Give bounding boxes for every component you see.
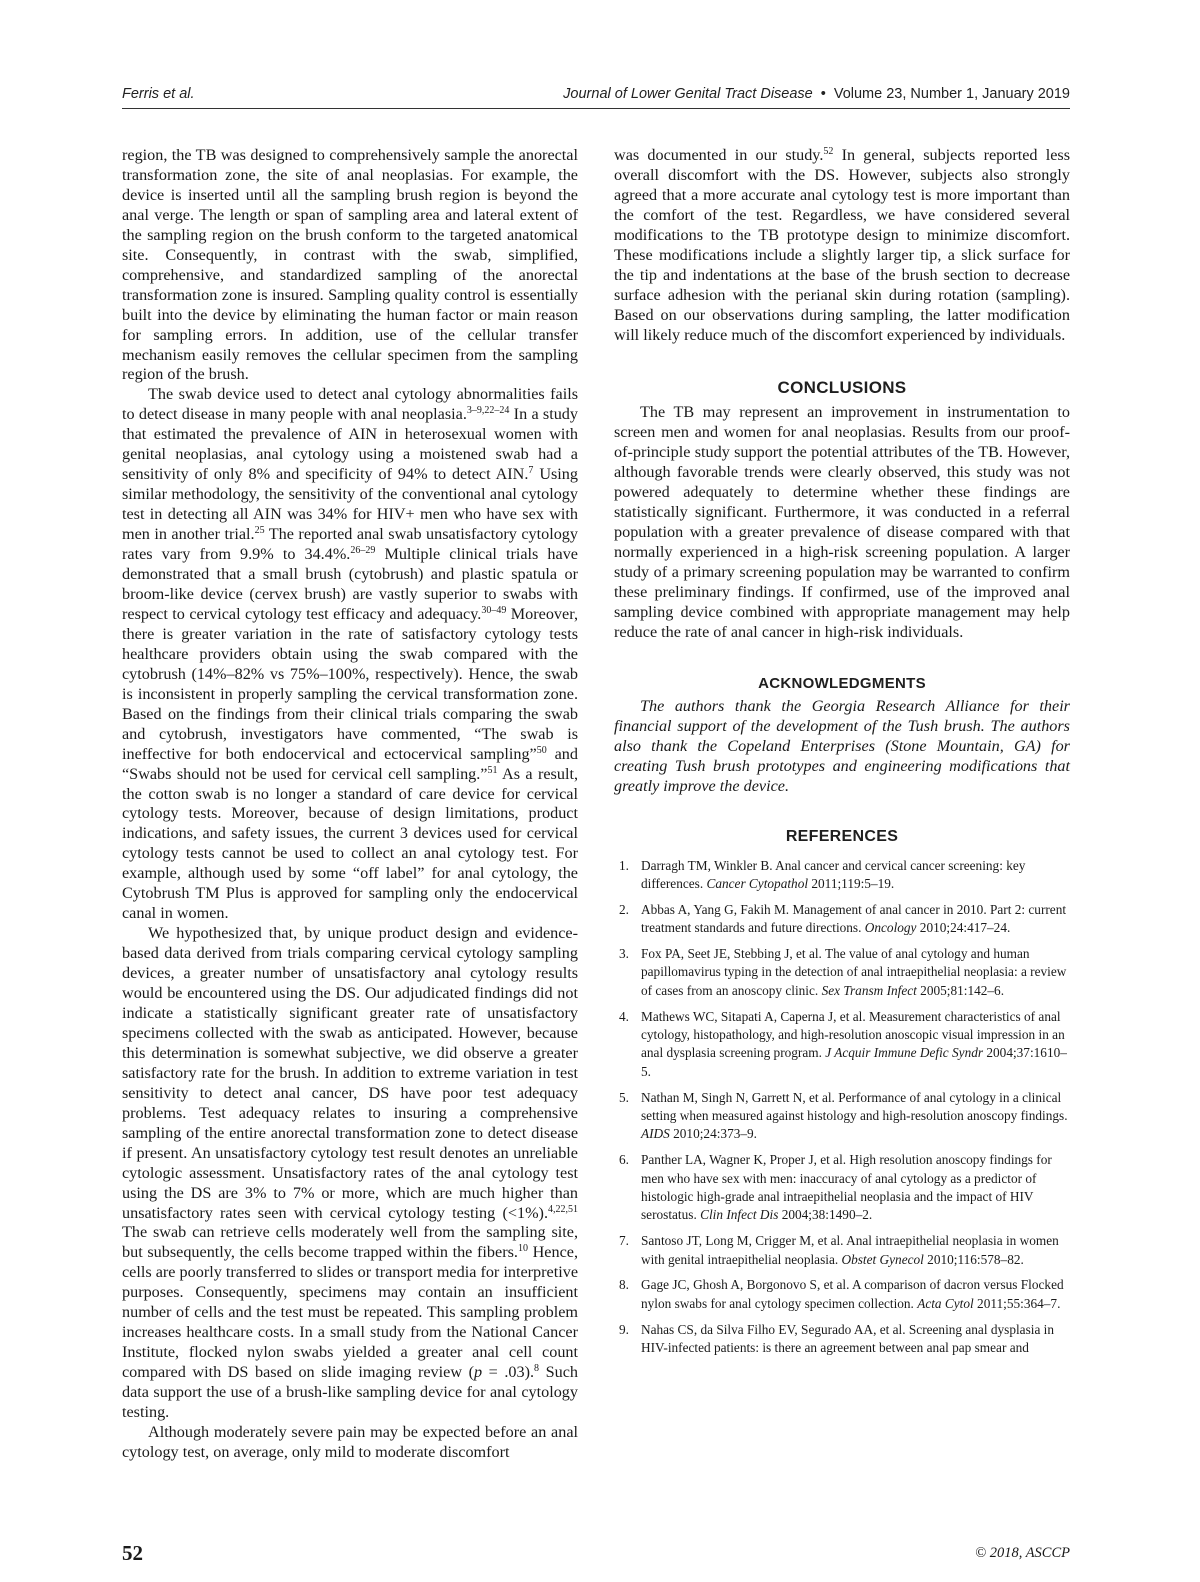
paragraph: Although moderately severe pain may be expected before an anal cytology test, on average, only mild to moderate discomfort: [122, 1423, 578, 1461]
citation: 10: [517, 1243, 528, 1255]
citation: 51: [487, 764, 498, 776]
citation: 3–9,22–24: [466, 405, 510, 417]
reference-item: 9. Nahas CS, da Silva Filho EV, Segurado AA, et al. Screening anal dysplasia in HIV-infected patients: is there an agreement between anal pap smear and: [619, 1321, 1055, 1356]
running-header: [122, 86, 1070, 108]
paragraph: We hypothesized that, by unique product design and evidence-based data derived from trials comparing cervical cytology sampling devices, a greater number of unsatisfactory anal cytology results would be encountered using the DS. Our adjudicated findings did not indicate a statistically significant greater rate of unsatisfactory specimens collected with the swab as anticipated. However, because this determination is somewhat subjective, we did observe a greater satisfactory rate for the brush. In addition to extreme variation in test sensitivity to detect anal cancer, DS have poor test adequacy problems. Test adequacy relates to insuring a comprehensive sampling of the entire anorectal transformation zone to detect disease if present. An unsatisfactory cytology test result denotes an unreliable cytologic assessment. Unsatisfactory rates of the anal cytology test using the DS are 3% to 7% or more, which are much higher than unsatisfactory rates seen with cervical cytology testing (<1%).$^{4,22,51}$ The swab can retrieve cells moderately well from the sampling site, but subsequently, the cells become trapped within the fibers.$^{10}$ Hence, cells are poorly transferred to slides or transport media for interpretive purposes. Consequently, specimens may contain an insufficient number of cells and the test must be repeated. This sampling problem increases healthcare costs. In a small study from the National Cancer Institute, flocked nylon swabs yielded a greater anal cell count compared with DS based on slide imaging review (p = .03).$^8$ Such data support the use of a brush-like sampling device for anal cytology testing.: [122, 924, 578, 1422]
citation: 26–29: [350, 545, 376, 557]
paragraph: was documented in our study.$^{52}$ In general, subjects reported less overall discomfort with the DS. However, subjects also strongly agreed that a more accurate anal cytology test is more important than the comfort of the test. Regardless, we have considered several modifications to the TB prototype design to minimize discomfort. These modifications include a slightly larger tip, a slick surface for the tip and indentations at the base of the brush section to decrease surface adhesion with the perianal skin during rotation (sampling). Based on our observations during sampling, the latter modification will likely reduce much of the discomfort experienced by individuals.: [614, 146, 1070, 344]
reference-item: 4. Mathews WC, Sitapati A, Caperna J, et al. Measurement characteristics of anal cytology, histopathology, and high-resolution anoscopic visual impression in an anal dysplasia screening program. J Acquir Immune Defic Syndr 2004;37:1610–5.: [619, 1008, 1067, 1079]
header-separator: •: [820, 86, 826, 102]
conclusions-paragraph: The TB may represent an improvement in instrumentation to screen men and women for anal neoplasias. Results from our proof-of-principle study support the potential attributes of the TB. However, although favorable trends were clearly observed, this study was not powered adequately to determine whether these findings are statistically significant. Furthermore, it was conducted in a referral population with a greater prevalence of disease compared with that normally experienced in a high-risk screening population. A larger study of a primary screening population may be warranted to confirm these preliminary findings. If confirmed, use of the improved anal sampling device combined with appropriate management may help reduce the rate of anal cancer in high-risk individuals.: [614, 403, 1070, 641]
reference-item: 8. Gage JC, Ghosh A, Borgonovo S, et al. A comparison of dacron versus Flocked nylon swabs for anal cytology specimen collection. Acta Cytol 2011;55:364–7.: [619, 1277, 1064, 1311]
citation: 50: [536, 744, 547, 756]
running-header-authors: Ferris et al.: [122, 86, 195, 102]
citation: 4,22,51: [548, 1203, 578, 1215]
right-column: [614, 146, 1070, 1365]
journal-name: Journal of Lower Genital Tract Disease: [563, 86, 813, 102]
reference-item: 3. Fox PA, Seet JE, Stebbing J, et al. The value of anal cytology and human papillomavirus typing in the detection of anal intraepithelial neoplasia: a review of cases from an anoscopy clinic. Sex Transm Infect 2005;81:142–6.: [619, 946, 1067, 998]
paragraph: region, the TB was designed to comprehensively sample the anorectal transformation zone, the site of anal neoplasias. For example, the device is inserted until all the sampling brush region is beyond the anal verge. The length or span of sampling area and lateral extent of the sampling region on the brush conform to the targeted anatomical site. Consequently, in contrast with the swab, simplified, comprehensive, and standardized sampling of the anorectal transformation zone is insured. Sampling quality control is essentially built into the device by eliminating the human factor or main reason for sampling errors. In addition, use of the cellular transfer mechanism easily removes the cellular specimen from the sampling region of the brush.: [122, 146, 578, 384]
paragraph: The swab device used to detect anal cytology abnormalities fails to detect disease in many people with anal neoplasia.$^{3-9,22-24}$ In a study that estimated the prevalence of AIN in heterosexual women with genital neoplasias, anal cytology using a moistened swab had a sensitivity of only 8% and specificity of 94% to detect AIN.$^7$ Using similar methodology, the sensitivity of the conventional anal cytology test in detecting all AIN was 34% for HIV+ men who have sex with men in another trial.$^{25}$ The reported anal swab unsatisfactory cytology rates vary from 9.9% to 34.4%.$^{26-29}$ Multiple clinical trials have demonstrated that a small brush (cytobrush) and plastic spatula or broom-like device (cervex brush) are vastly superior to swabs with respect to cervical cytology test efficacy and adequacy.$^{30-49}$ Moreover, there is greater variation in the rate of satisfactory cytology tests healthcare providers obtain using the swab compared with the cytobrush (14%–82% vs 75%–100%, respectively). Hence, the swab is inconsistent in properly sampling the cervical transformation zone. Based on the findings from their clinical trials comparing the swab and cytobrush, investigators have commented, “The swab is ineffective for both endocervical and ectocervical sampling”$^{50}$ and “Swabs should not be used for cervical cell sampling.”$^{51}$ As a result, the cotton swab is no longer a standard of care device for cervical cytology tests. Moreover, because of design limitations, product indications, and safety issues, the current 3 devices used for cervical cytology tests cannot be used to collect an anal cytology test. For example, although used by some “off label” for anal cytology, the Cytobrush TM Plus is approved for sampling only the endocervical canal in women.: [122, 385, 578, 923]
reference-item: 6. Panther LA, Wagner K, Proper J, et al. High resolution anoscopy findings for men who have sex with men: inaccuracy of anal cytology as a predictor of histologic high-grade anal intraepithelial neoplasia and the impact of HIV serostatus. Clin Infect Dis 2004;38:1490–2.: [619, 1152, 1052, 1223]
page-number: 52: [122, 1541, 143, 1565]
citation: 30–49: [481, 604, 507, 616]
citation: 8: [534, 1363, 540, 1375]
reference-item: 7. Santoso JT, Long M, Crigger M, et al. Anal intraepithelial neoplasia in women with genital intraepithelial neoplasia. Obstet Gynecol 2010;116:578–82.: [619, 1233, 1059, 1267]
header-rule: [122, 108, 1070, 109]
reference-item: 1. Darragh TM, Winkler B. Anal cancer and cervical cancer screening: key differences. Cancer Cytopathol 2011;119:5–19.: [619, 857, 1026, 891]
reference-item: 5. Nathan M, Singh N, Garrett N, et al. Performance of anal cytology in a clinical setting when measured against histology and high-resolution anoscopy findings. AIDS 2010;24:373–9.: [619, 1089, 1068, 1142]
references-heading: REFERENCES: [785, 827, 899, 845]
citation: 52: [823, 146, 834, 157]
references-list: [614, 857, 1070, 1358]
left-column: [122, 146, 578, 1463]
citation: 25: [254, 525, 265, 537]
acknowledgments-heading: ACKNOWLEDGMENTS: [758, 674, 926, 692]
reference-item: 2. Abbas A, Yang G, Fakih M. Management of anal cancer in 2010. Part 2: current treatment standards and future directions. Oncology 2010;24:417–24.: [619, 901, 1067, 936]
conclusions-heading: CONCLUSIONS: [777, 377, 907, 397]
citation: 7: [528, 465, 534, 477]
journal-volume: Volume 23, Number 1, January 2019: [833, 86, 1070, 102]
running-header-journal: [563, 86, 1070, 102]
acknowledgments-paragraph: The authors thank the Georgia Research Alliance for their financial support of the development of the Tush brush. The authors also thank the Copeland Enterprises (Stone Mountain, GA) for creating Tush brush prototypes and engineering modifications that greatly improve the device.: [614, 696, 1070, 795]
copyright: © 2018, ASCCP: [975, 1545, 1070, 1561]
